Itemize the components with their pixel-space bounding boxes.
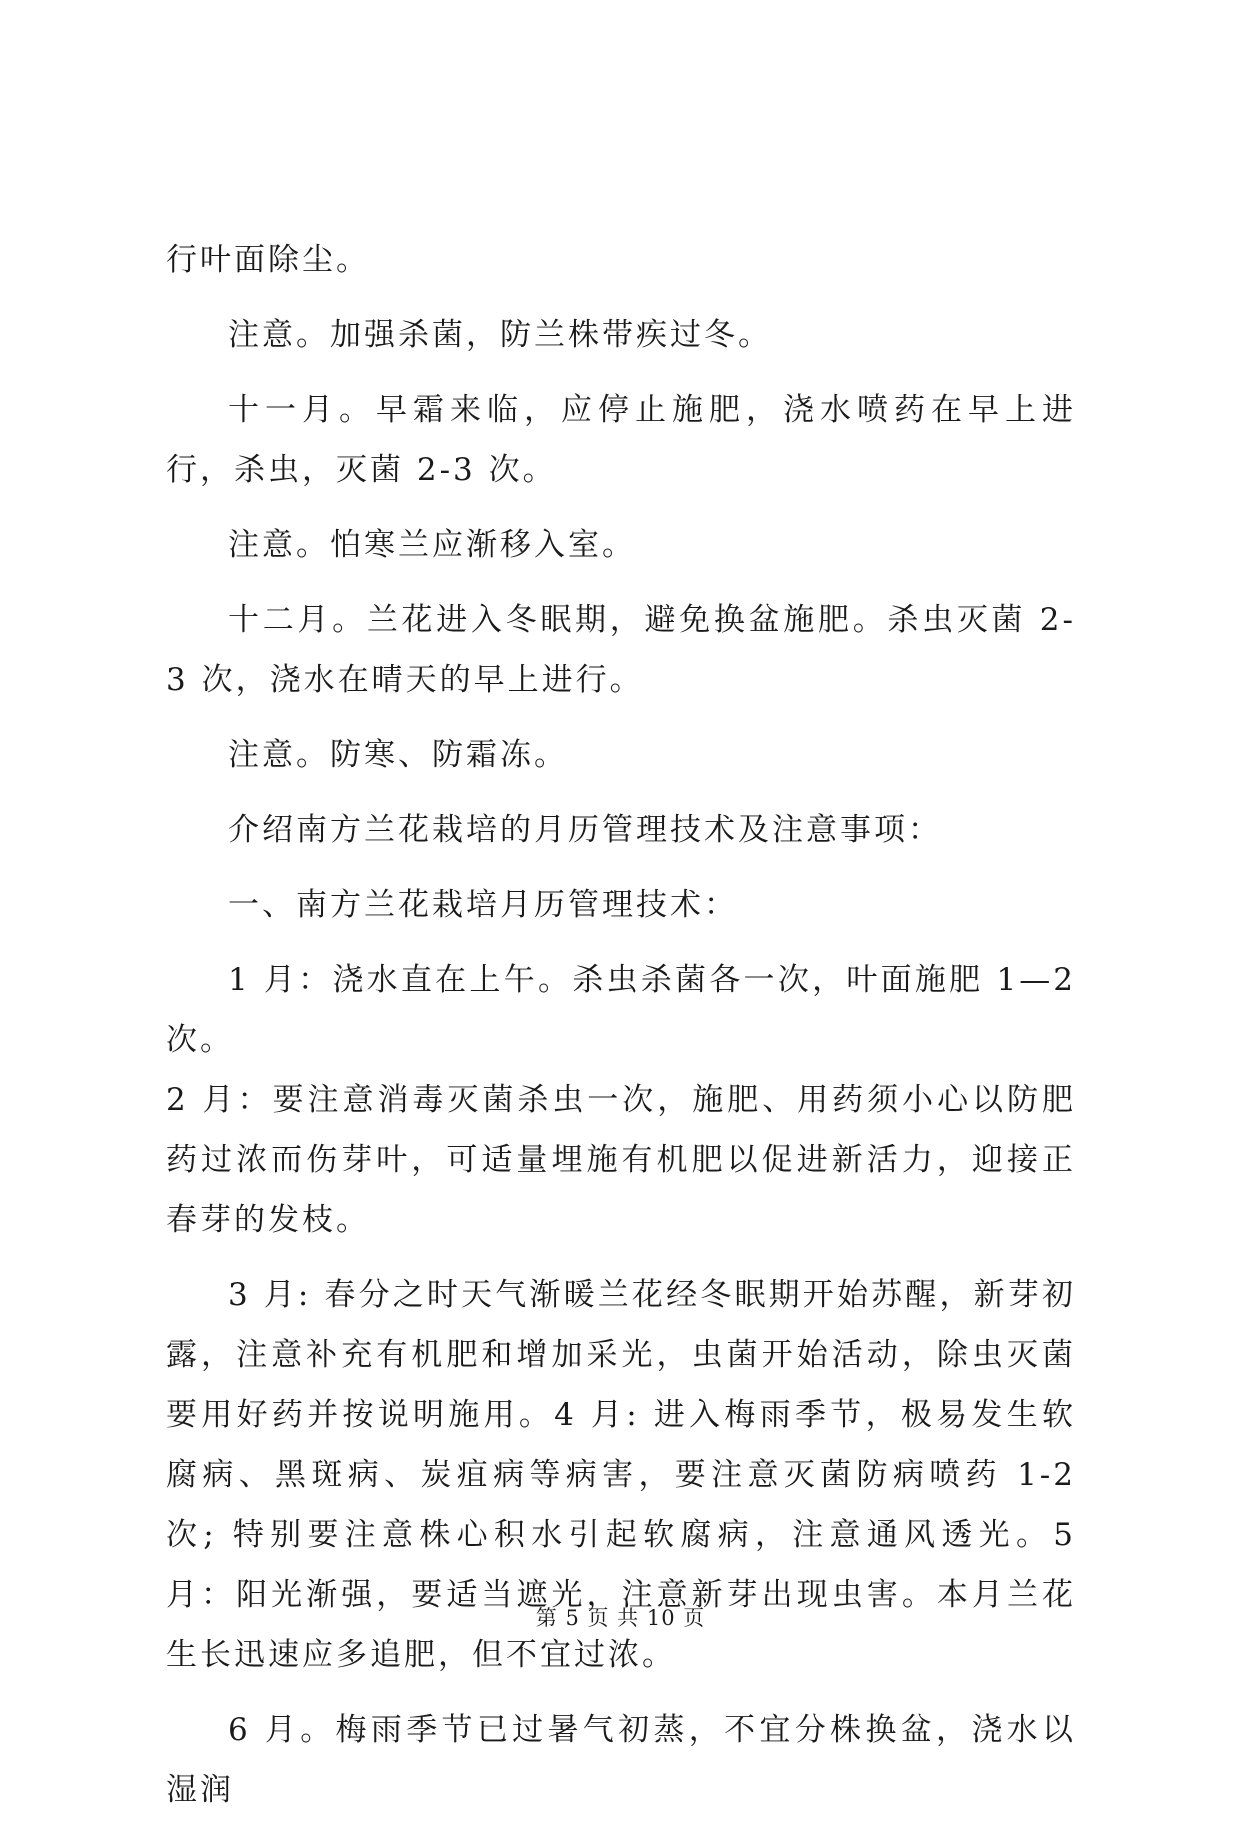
paragraph: 注意。怕寒兰应渐移入室。 [228,527,636,563]
paragraph: 一、南方兰花栽培月历管理技术： [228,887,738,923]
paragraph: 注意。加强杀菌，防兰株带疾过冬。 [228,317,772,353]
document-body [166,230,1076,1835]
paragraph: 3 月: 春分之时天气渐暖兰花经冬眠期开始苏醒，新芽初露，注意补充有机肥和增加采光，虫菌开始活动，除虫灭菌要用好药并按说明施用。4 月: 进入梅雨季节，极易发生软腐病、黑斑病、炭疽病等病害，要注意灭菌防病喷药 1-2 次; 特别要注意株心积水引起软腐病，注意通风透光。5 月：阳光渐强，要适当遮光，注意新芽出现虫害。本月兰花生长迅速应多追肥，但不宜过浓。 [166,1277,1076,1673]
paragraph: 2 月：要注意消毒灭菌杀虫一次，施肥、用药须小心以防肥药过浓而伤芽叶，可适量埋施有机肥以促进新活力，迎接正春芽的发枝。 [166,1082,1076,1238]
paragraph: 十二月。兰花进入冬眠期，避免换盆施肥。杀虫灭菌 2-3 次，浇水在晴天的早上进行。 [166,602,1076,698]
paragraph: 1 月：浇水直在上午。杀虫杀菌各一次，叶面施肥 1—2 次。 [166,962,1076,1058]
paragraph: 行叶面除尘。 [166,242,370,278]
page-number-footer: 第 5 页 共 10 页 [535,1606,706,1630]
paragraph: 十一月。早霜来临，应停止施肥，浇水喷药在早上进行，杀虫，灭菌 2-3 次。 [166,392,1076,488]
paragraph: 6 月。梅雨季节已过暑气初蒸，不宜分株换盆，浇水以湿润 [166,1712,1076,1808]
paragraph: 注意。防寒、防霜冻。 [228,737,568,773]
paragraph: 介绍南方兰花栽培的月历管理技术及注意事项： [228,812,942,848]
